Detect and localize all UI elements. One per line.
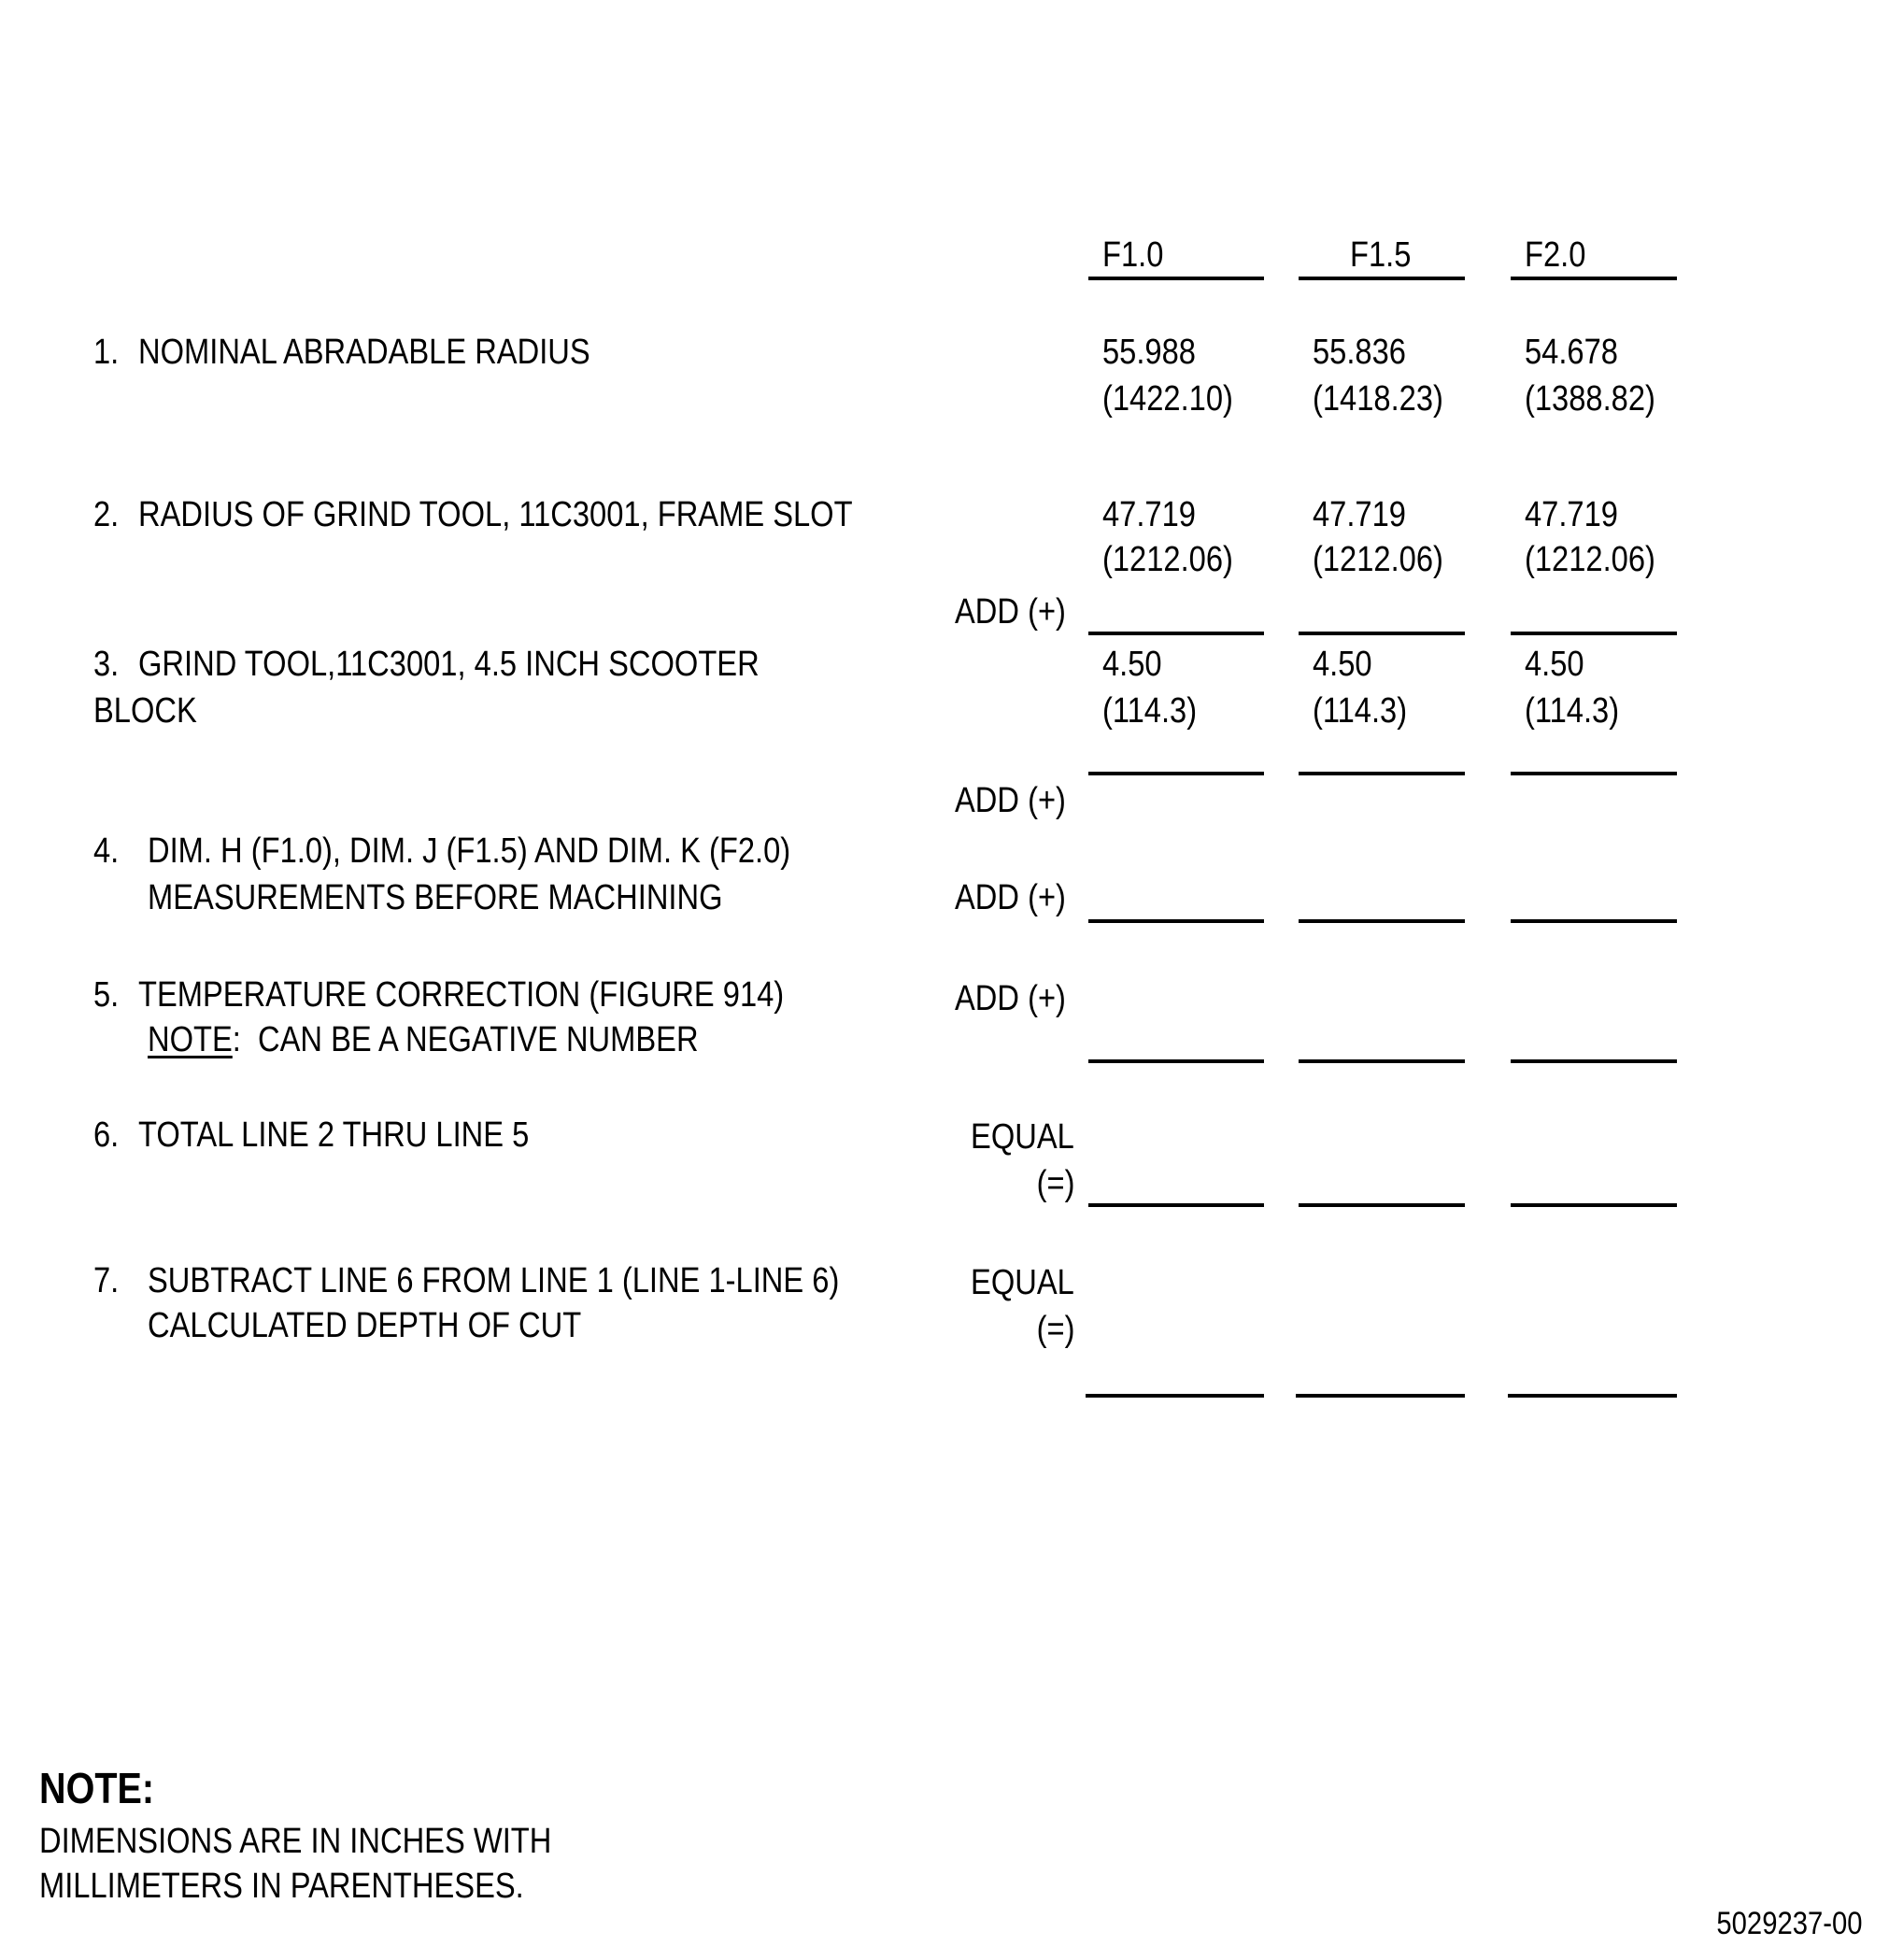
row-label: MEASUREMENTS BEFORE MACHINING: [148, 878, 723, 917]
row-note: [148, 1016, 699, 1063]
answer-line: [1511, 1059, 1677, 1063]
answer-line: [1088, 632, 1264, 635]
value-mm: (1212.06): [1102, 540, 1233, 579]
answer-line: [1511, 632, 1677, 635]
operator-label: ADD (+): [955, 878, 1066, 917]
value-mm: (114.3): [1525, 691, 1620, 731]
answer-line: [1299, 1059, 1465, 1063]
answer-line: [1511, 1203, 1677, 1207]
answer-line: [1088, 772, 1264, 775]
value-mm: (1418.23): [1313, 379, 1443, 419]
answer-line: [1088, 1203, 1264, 1207]
value-inches: 4.50: [1313, 645, 1372, 684]
row-label: SUBTRACT LINE 6 FROM LINE 1 (LINE 1-LINE 6): [148, 1261, 840, 1300]
note-label: NOTE: [148, 1020, 233, 1059]
footer-note-line: DIMENSIONS ARE IN INCHES WITH: [39, 1822, 552, 1861]
figure-id: 5029237-00: [1716, 1906, 1863, 1941]
answer-line: [1088, 1059, 1264, 1063]
row-label: TEMPERATURE CORRECTION (FIGURE 914): [138, 975, 785, 1015]
operator-label: ADD (+): [955, 781, 1066, 820]
value-inches: 47.719: [1313, 495, 1406, 534]
note-text: : CAN BE A NEGATIVE NUMBER: [232, 1020, 699, 1059]
column-header-f2-0: F2.0: [1525, 235, 1586, 275]
column-header-rule: [1299, 277, 1465, 280]
value-mm: (1388.82): [1525, 379, 1655, 419]
value-mm: (114.3): [1313, 691, 1408, 731]
value-inches: 4.50: [1102, 645, 1162, 684]
value-mm: (1212.06): [1313, 540, 1443, 579]
value-inches: 55.988: [1102, 333, 1196, 372]
row-number: 3.: [93, 645, 120, 684]
row-number: 1.: [93, 333, 120, 372]
row-number: 7.: [93, 1261, 120, 1300]
value-mm: (114.3): [1102, 691, 1198, 731]
answer-line: [1511, 919, 1677, 923]
operator-label: (=): [1036, 1310, 1074, 1349]
answer-line: [1086, 1394, 1264, 1398]
row-number: 5.: [93, 975, 120, 1015]
row-number: 2.: [93, 495, 120, 534]
value-inches: 54.678: [1525, 333, 1618, 372]
operator-label: (=): [1036, 1164, 1074, 1203]
column-header-rule: [1511, 277, 1677, 280]
operator-label: EQUAL: [971, 1263, 1074, 1302]
operator-label: ADD (+): [955, 592, 1066, 632]
answer-line: [1296, 1394, 1465, 1398]
answer-line: [1511, 772, 1677, 775]
value-mm: (1422.10): [1102, 379, 1233, 419]
row-label: NOMINAL ABRADABLE RADIUS: [138, 333, 590, 372]
operator-label: EQUAL: [971, 1117, 1074, 1157]
answer-line: [1299, 919, 1465, 923]
column-header-f1-0: F1.0: [1102, 235, 1164, 275]
answer-line: [1508, 1394, 1677, 1398]
row-number: 6.: [93, 1115, 120, 1155]
row-label: BLOCK: [93, 691, 197, 731]
value-inches: 47.719: [1525, 495, 1618, 534]
value-mm: (1212.06): [1525, 540, 1655, 579]
row-number: 4.: [93, 831, 120, 871]
row-label: GRIND TOOL,11C3001, 4.5 INCH SCOOTER: [138, 645, 760, 684]
column-header-rule: [1088, 277, 1264, 280]
answer-line: [1299, 1203, 1465, 1207]
answer-line: [1299, 772, 1465, 775]
answer-line: [1299, 632, 1465, 635]
row-label: CALCULATED DEPTH OF CUT: [148, 1306, 582, 1345]
footer-note-line: MILLIMETERS IN PARENTHESES.: [39, 1867, 524, 1906]
row-label: TOTAL LINE 2 THRU LINE 5: [138, 1115, 530, 1155]
row-label: RADIUS OF GRIND TOOL, 11C3001, FRAME SLOT: [138, 495, 853, 534]
value-inches: 4.50: [1525, 645, 1584, 684]
operator-label: ADD (+): [955, 979, 1066, 1018]
answer-line: [1088, 919, 1264, 923]
column-header-f1-5: F1.5: [1350, 235, 1412, 275]
value-inches: 47.719: [1102, 495, 1196, 534]
row-label: DIM. H (F1.0), DIM. J (F1.5) AND DIM. K (F2.0): [148, 831, 791, 871]
value-inches: 55.836: [1313, 333, 1406, 372]
footer-note-heading: NOTE:: [39, 1764, 155, 1812]
